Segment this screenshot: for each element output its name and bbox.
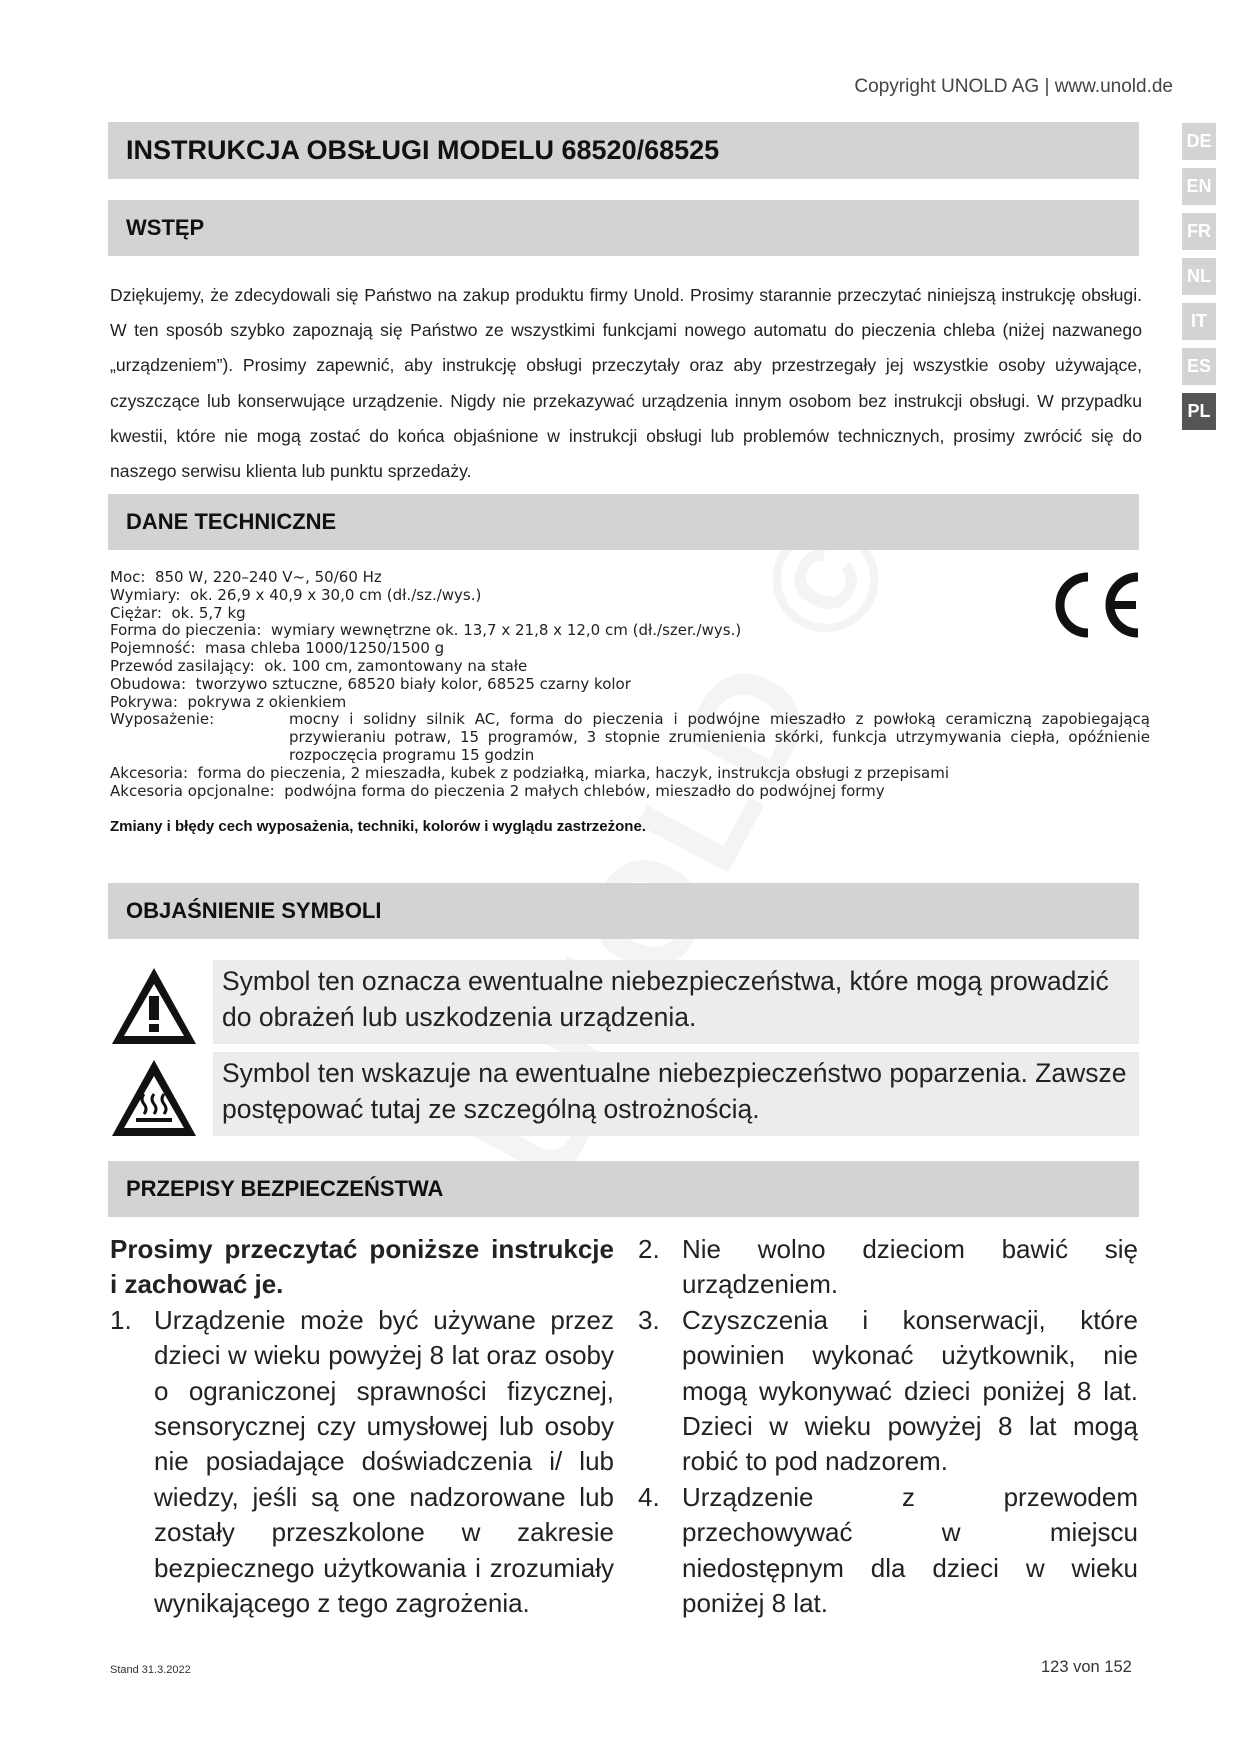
spec-row: [110, 765, 1150, 783]
language-tabs: [1182, 123, 1216, 438]
section-heading-tech: DANE TECHNICZNE: [108, 494, 1139, 550]
spec-label: Pojemność:: [110, 639, 196, 658]
spec-label: Akcesoria opcjonalne:: [110, 781, 275, 800]
item-text: Czyszczenia i konserwacji, które powinien wykonać użytkownik, nie mogą wykonywać dzieci poniżej 8 lat. Dzieci w wieku powyżej 8 lat mogą robić to pod nadzorem.: [682, 1304, 1138, 1477]
spec-value: pokrywa z okienkiem: [187, 692, 347, 711]
intro-paragraph: Dziękujemy, że zdecydowali się Państwo na zakup produktu firmy Unold. Prosimy starannie przeczytać niniejszą instrukcję obsługi. W ten sposób szybko zapoznają się Państwo ze wszystkimi funkcjami nowego automatu do pieczenia chleba (niżej nazwanego „urządzeniem”). Prosimy zapewnić, aby instrukcję obsługi przeczytały oraz aby przestrzegały jej wszystkie osoby używające, czyszczące lub konserwujące urządzenie. Nigdy nie przekazywać urządzenia innym osobom bez instrukcji obsługi. W przypadku kwestii, które nie mogą zostać do końca objaśnione w instrukcji obsługi lub problemów technicznych, prosimy zwrócić się do naszego serwisu klienta lub punktu sprzedaży.: [110, 285, 1142, 482]
section-heading-intro: WSTĘP: [108, 200, 1139, 256]
item-text: Urządzenie z przewodem przechowywać w miejscu niedostępnym dla dzieci w wieku poniżej 8 lat.: [682, 1481, 1138, 1619]
tech-specs: [110, 569, 1150, 800]
spec-value: ok. 26,9 x 40,9 x 30,0 cm (dł./sz./wys.): [189, 585, 482, 604]
lang-tab-nl[interactable]: NL: [1182, 258, 1216, 295]
spec-row: [110, 569, 1150, 587]
spec-value: ok. 100 cm, zamontowany na stałe: [264, 656, 528, 675]
safety-lead: Prosimy przeczytać poniższe instrukcje i zachować je.: [110, 1234, 614, 1300]
list-item: [638, 1480, 1138, 1622]
section-heading-safety: PRZEPISY BEZPIECZEŃSTWA: [108, 1161, 1139, 1217]
item-number: 3.: [638, 1304, 660, 1335]
lang-tab-es[interactable]: ES: [1182, 348, 1216, 385]
section-heading-symbols: OBJAŚNIENIE SYMBOLI: [108, 883, 1139, 939]
spec-row: [110, 676, 1150, 694]
item-number: 4.: [638, 1481, 660, 1512]
warning-exclamation-icon: [108, 964, 200, 1048]
spec-row: [110, 658, 1150, 676]
spec-value: ok. 5,7 kg: [171, 603, 246, 622]
spec-row: [110, 783, 1150, 801]
spec-value: podwójna forma do pieczenia 2 małych chlebów, mieszadło do podwójnej formy: [284, 781, 885, 800]
item-number: 2.: [638, 1234, 660, 1264]
symbol-row: [108, 1052, 1139, 1136]
spec-value: mocny i solidny silnik AC, forma do pieczenia i podwójne mieszadło z powłoką ceramiczną zapobiegającą przywieraniu potraw, 15 programów, 3 stopnie zrumienienia skórki, funkcja utrzymywania ciepła, opóźnienie rozpoczęcia programu 15 godzin: [289, 710, 1150, 764]
item-text: Nie wolno dzieciom bawić się urządzeniem.: [682, 1234, 1138, 1300]
list-item: [638, 1232, 1138, 1303]
list-item: [638, 1303, 1138, 1480]
spec-value: forma do pieczenia, 2 mieszadła, kubek z podziałką, miarka, haczyk, instrukcja obsługi z przepisami: [197, 763, 949, 782]
item-text: Urządzenie może być używane przez dzieci w wieku powyżej 8 lat oraz osoby o ograniczonej sprawności fizycznej, sensorycznej czy umysłowej lub osoby nie posiadające doświadczenia i/ lub wiedzy, jeśli są one nadzorowane lub zostały przeszkolone w zakresie bezpiecznego użytkowania i zrozumiały wynikającego z tego zagrożenia.: [154, 1304, 614, 1619]
spec-label: Wymiary:: [110, 585, 181, 604]
lang-tab-fr[interactable]: FR: [1182, 213, 1216, 250]
spec-row: [110, 622, 1150, 640]
spec-value: wymiary wewnętrzne ok. 13,7 x 21,8 x 12,0 cm (dł./szer./wys.): [270, 621, 742, 640]
copyright-header: Copyright UNOLD AG | www.unold.de: [854, 76, 1173, 97]
spec-row-equipment: [110, 711, 1150, 764]
hot-surface-warning-icon: [108, 1056, 200, 1140]
spec-label: Wyposażenie:: [110, 710, 215, 729]
spec-label: Forma do pieczenia:: [110, 621, 262, 640]
spec-label: Ciężar:: [110, 603, 162, 622]
page-title: INSTRUKCJA OBSŁUGI MODELU 68520/68525: [108, 122, 1139, 179]
lang-tab-en[interactable]: EN: [1182, 168, 1216, 205]
spec-label: Moc:: [110, 568, 146, 586]
spec-value: masa chleba 1000/1250/1500 g: [205, 639, 445, 658]
lang-tab-pl[interactable]: PL: [1182, 393, 1216, 430]
spec-row: [110, 605, 1150, 623]
spec-label: Obudowa:: [110, 674, 187, 693]
safety-column-right: [638, 1232, 1138, 1621]
lang-tab-de[interactable]: DE: [1182, 123, 1216, 160]
spec-value: tworzywo sztuczne, 68520 biały kolor, 68525 czarny kolor: [195, 674, 631, 693]
ce-mark-icon: [1044, 565, 1144, 645]
item-number: 1.: [110, 1304, 132, 1335]
symbol-description: Symbol ten oznacza ewentualne niebezpieczeństwa, które mogą prowadzić do obrażeń lub uszkodzenia urządzenia.: [213, 960, 1139, 1044]
spec-row: [110, 640, 1150, 658]
disclaimer: Zmiany i błędy cech wyposażenia, techniki, kolorów i wyglądu zastrzeżone.: [110, 818, 646, 835]
symbol-description: Symbol ten wskazuje na ewentualne niebezpieczeństwo poparzenia. Zawsze postępować tutaj ze szczególną ostrożnością.: [213, 1052, 1139, 1136]
symbol-row: [108, 960, 1139, 1044]
footer-page-number: 123 von 152: [1041, 1658, 1132, 1676]
spec-label: Pokrywa:: [110, 692, 178, 711]
spec-label: Przewód zasilający:: [110, 656, 255, 675]
spec-row: [110, 694, 1150, 712]
spec-row: [110, 587, 1150, 605]
spec-value: 850 W, 220–240 V~, 50/60 Hz: [154, 568, 382, 586]
lang-tab-it[interactable]: IT: [1182, 303, 1216, 340]
footer-stand-date: Stand 31.3.2022: [110, 1664, 191, 1676]
safety-column-left: [110, 1232, 614, 1621]
spec-label: Akcesoria:: [110, 763, 188, 782]
list-item: [110, 1303, 614, 1622]
